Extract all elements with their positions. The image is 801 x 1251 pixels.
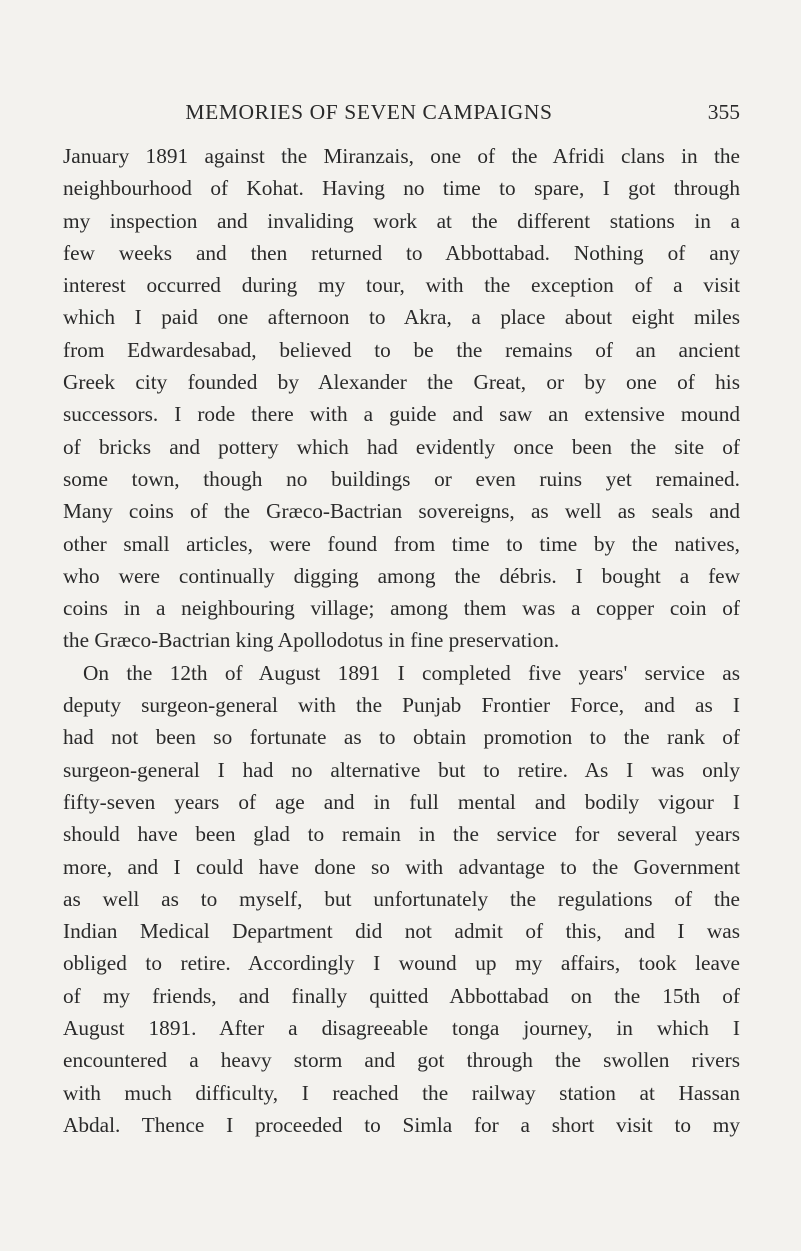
text-line: Abdal. Thence I proceeded to Simla for a short visit to my	[63, 1112, 740, 1137]
text-line: of bricks and pottery which had evidently once been the site of	[63, 434, 740, 459]
text-line: few weeks and then returned to Abbottabad. Nothing of any	[63, 240, 740, 265]
text-line: other small articles, were found from time to time by the natives,	[63, 531, 740, 556]
text-line: neighbourhood of Kohat. Having no time to spare, I got through	[63, 176, 740, 201]
text-line: which I paid one afternoon to Akra, a place about eight miles	[63, 305, 740, 330]
text-line: some town, though no buildings or even ruins yet remained.	[63, 466, 740, 491]
text-line: deputy surgeon-general with the Punjab Frontier Force, and as I	[63, 693, 740, 718]
text-line: had not been so fortunate as to obtain promotion to the rank of	[63, 725, 740, 750]
text-line: coins in a neighbouring village; among them was a copper coin of	[63, 596, 740, 621]
running-title: MEMORIES OF SEVEN CAMPAIGNS	[185, 100, 553, 124]
text-line: of my friends, and finally quitted Abbottabad on the 15th of	[63, 983, 740, 1008]
text-line: surgeon-general I had no alternative but to retire. As I was only	[63, 757, 740, 782]
text-line: who were continually digging among the débris. I bought a few	[63, 563, 740, 588]
body-text	[63, 140, 740, 1141]
text-line: interest occurred during my tour, with the exception of a visit	[63, 273, 740, 298]
text-line: from Edwardesabad, believed to be the remains of an ancient	[63, 337, 740, 362]
text-line: successors. I rode there with a guide and saw an extensive mound	[63, 402, 740, 427]
text-line: encountered a heavy storm and got through the swollen rivers	[63, 1048, 740, 1073]
text-line: fifty-seven years of age and in full mental and bodily vigour I	[63, 789, 740, 814]
text-line: Many coins of the Græco-Bactrian sovereigns, as well as seals and	[63, 499, 740, 524]
text-line: more, and I could have done so with advantage to the Government	[63, 854, 740, 879]
text-line: should have been glad to remain in the service for several years	[63, 822, 740, 847]
text-line: with much difficulty, I reached the railway station at Hassan	[63, 1080, 740, 1105]
page-number: 355	[707, 100, 740, 124]
text-line: obliged to retire. Accordingly I wound up my affairs, took leave	[63, 951, 740, 976]
text-line: as well as to myself, but unfortunately the regulations of the	[63, 886, 740, 911]
text-line: Indian Medical Department did not admit of this, and I was	[63, 919, 740, 944]
text-line: my inspection and invaliding work at the different stations in a	[63, 208, 740, 233]
running-head	[110, 100, 740, 130]
text-line: On the 12th of August 1891 I completed five years' service as	[83, 660, 740, 685]
text-line: January 1891 against the Miranzais, one of the Afridi clans in the	[63, 144, 740, 168]
text-line: Greek city founded by Alexander the Great, or by one of his	[63, 370, 740, 395]
text-line: the Græco-Bactrian king Apollodotus in fine preservation.	[63, 628, 560, 653]
text-line: August 1891. After a disagreeable tonga journey, in which I	[63, 1016, 740, 1041]
